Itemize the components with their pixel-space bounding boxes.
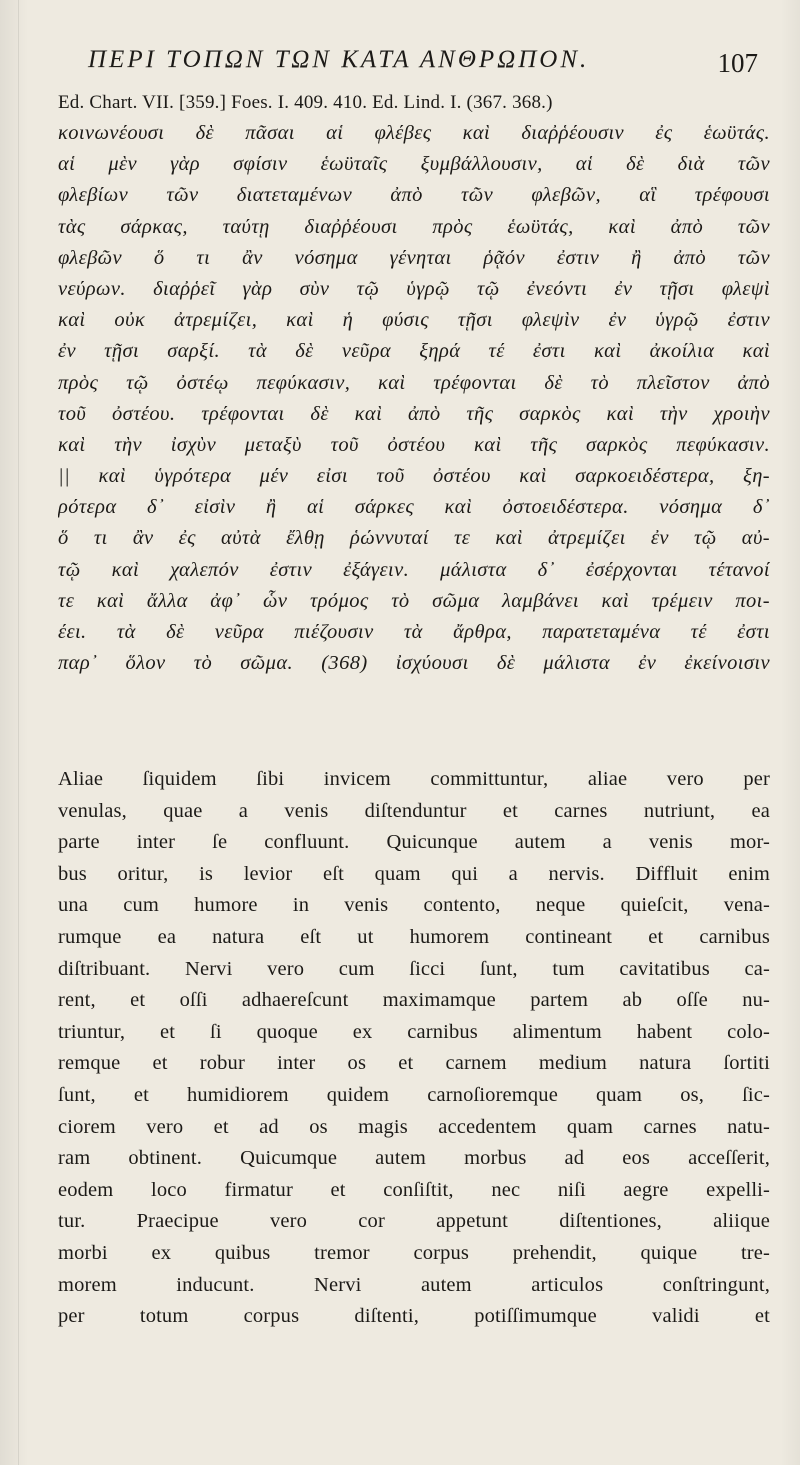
- greek-line: τε καὶ ἄλλα ἀφ᾽ ὧν τρόμος τὸ σῶμα λαμβάνει καὶ τρέμειν ποι-: [58, 589, 770, 612]
- greek-line: || καὶ ὑγρότερα μέν εἰσι τοῦ ὀστέου καὶ σαρκοειδέστερα, ξη-: [58, 465, 770, 488]
- edition-reference-line: Ed. Chart. VII. [359.] Foes. I. 409. 410. Ed. Lind. I. (367. 368.): [58, 92, 553, 113]
- greek-line: τοῦ ὀστέου. τρέφονται δὲ καὶ ἀπὸ τῆς σαρκὸς καὶ τὴν χροιὴν: [58, 402, 770, 425]
- greek-line: πρὸς τῷ ὀστέῳ πεφύκασιν, καὶ τρέφονται δὲ τὸ πλεῖστον ἀπὸ: [58, 371, 770, 394]
- running-head: [88, 42, 758, 82]
- latin-line: per totum corpus diſtenti, potiſſimumque validi et: [58, 1305, 770, 1328]
- greek-line: καὶ οὐκ ἀτρεμίζει, καὶ ἡ φύσις τῇσι φλεψὶν ἐν ὑγρῷ ἐστιν: [58, 309, 770, 332]
- greek-line: φλεβίων τῶν διατεταμένων ἀπὸ τῶν φλεβῶν, αἳ τρέφουσι: [58, 184, 770, 207]
- greek-line: φλεβῶν ὅ τι ἂν νόσημα γένηται ῥᾷόν ἐστιν ἢ ἀπὸ τῶν: [58, 246, 770, 269]
- greek-line: αἱ μὲν γὰρ σφίσιν ἑωϋταῖς ξυμβάλλουσιν, αἱ δὲ διὰ τῶν: [58, 153, 770, 176]
- greek-line: έει. τὰ δὲ νεῦρα πιέζουσιν τὰ ἄρθρα, παρατεταμένα τέ ἐστι: [58, 621, 770, 643]
- latin-line: rumque ea natura eſt ut humorem contineant et carnibus: [58, 925, 770, 948]
- greek-line: καὶ τὴν ἰσχὺν μεταξὺ τοῦ ὀστέου καὶ τῆς σαρκὸς πεφύκασιν.: [58, 433, 770, 456]
- latin-line: triuntur, et ſi quoque ex carnibus alimentum habent colo-: [58, 1020, 770, 1043]
- greek-line: ἐν τῇσι σαρξί. τὰ δὲ νεῦρα ξηρά τέ ἐστι καὶ ἀκοίλια καὶ: [58, 340, 770, 363]
- latin-line: Aliae ſiquidem ſibi invicem committuntur, aliae vero per: [58, 768, 770, 790]
- latin-line: diſtribuant. Nervi vero cum ſicci ſunt, tum cavitatibus ca-: [58, 957, 770, 980]
- latin-line: ciorem vero et ad os magis accedentem quam carnes natu-: [58, 1115, 770, 1138]
- latin-line: remque et robur inter os et carnem medium natura ſortiti: [58, 1052, 770, 1075]
- greek-line: ρότερα δ᾽ εἰσὶν ἢ αἱ σάρκες καὶ ὀστοειδέστερα. νόσημα δ᾽: [58, 496, 770, 519]
- latin-line: venulas, quae a venis diſtenduntur et carnes nutriunt, ea: [58, 799, 770, 822]
- latin-line: ſunt, et humidiorem quidem carnoſioremque quam os, ſic-: [58, 1083, 770, 1106]
- latin-line: rent, et oſſi adhaereſcunt maximamque partem ab oſſe nu-: [58, 989, 770, 1012]
- greek-line: παρ᾽ ὅλον τὸ σῶμα. (368) ἰσχύουσι δὲ μάλιστα ἐν ἐκείνοισιν: [58, 652, 770, 675]
- greek-line: κοινωνέουσι δὲ πᾶσαι αἱ φλέβες καὶ διαῤῥέουσιν ἐς ἑωϋτάς.: [58, 122, 770, 144]
- greek-text-block: [58, 118, 770, 679]
- latin-line: una cum humore in venis contento, neque quieſcit, vena-: [58, 894, 770, 917]
- latin-line: tur. Praecipue vero cor appetunt diſtentiones, aliique: [58, 1210, 770, 1233]
- latin-translation-block: [58, 764, 770, 1333]
- latin-line: parte inter ſe confluunt. Quicunque autem a venis mor-: [58, 831, 770, 854]
- latin-line: morem inducunt. Nervi autem articulos conſtringunt,: [58, 1273, 770, 1296]
- greek-line: ὅ τι ἂν ἐς αὐτὰ ἔλθῃ ῥώννυταί τε καὶ ἀτρεμίζει ἐν τῷ αὐ-: [58, 527, 770, 550]
- page-fold-shadow: [18, 0, 19, 1465]
- latin-line: bus oritur, is levior eſt quam qui a nervis. Diffluit enim: [58, 862, 770, 885]
- greek-line: τῷ καὶ χαλεπόν ἐστιν ἐξάγειν. μάλιστα δ᾽ ἐσέρχονται τέτανοί: [58, 558, 770, 581]
- greek-line: τὰς σάρκας, ταύτῃ διαῤῥέουσι πρὸς ἑωϋτάς, καὶ ἀπὸ τῶν: [58, 215, 770, 238]
- running-title: ΠΕΡΙ ΤΟΠΩΝ ΤΩΝ ΚΑΤΑ ΑΝΘΡΩΠΟΝ.: [88, 46, 590, 73]
- page-number: 107: [717, 48, 758, 78]
- latin-line: morbi ex quibus tremor corpus prehendit, quique tre-: [58, 1241, 770, 1264]
- latin-line: eodem loco firmatur et conſiſtit, nec niſi aegre expelli-: [58, 1178, 770, 1201]
- latin-line: ram obtinent. Quicumque autem morbus ad eos acceſſerit,: [58, 1147, 770, 1170]
- greek-line: νεύρων. διαῤῥεῖ γὰρ σὺν τῷ ὑγρῷ τῷ ἐνεόντι ἐν τῇσι φλεψὶ: [58, 277, 770, 300]
